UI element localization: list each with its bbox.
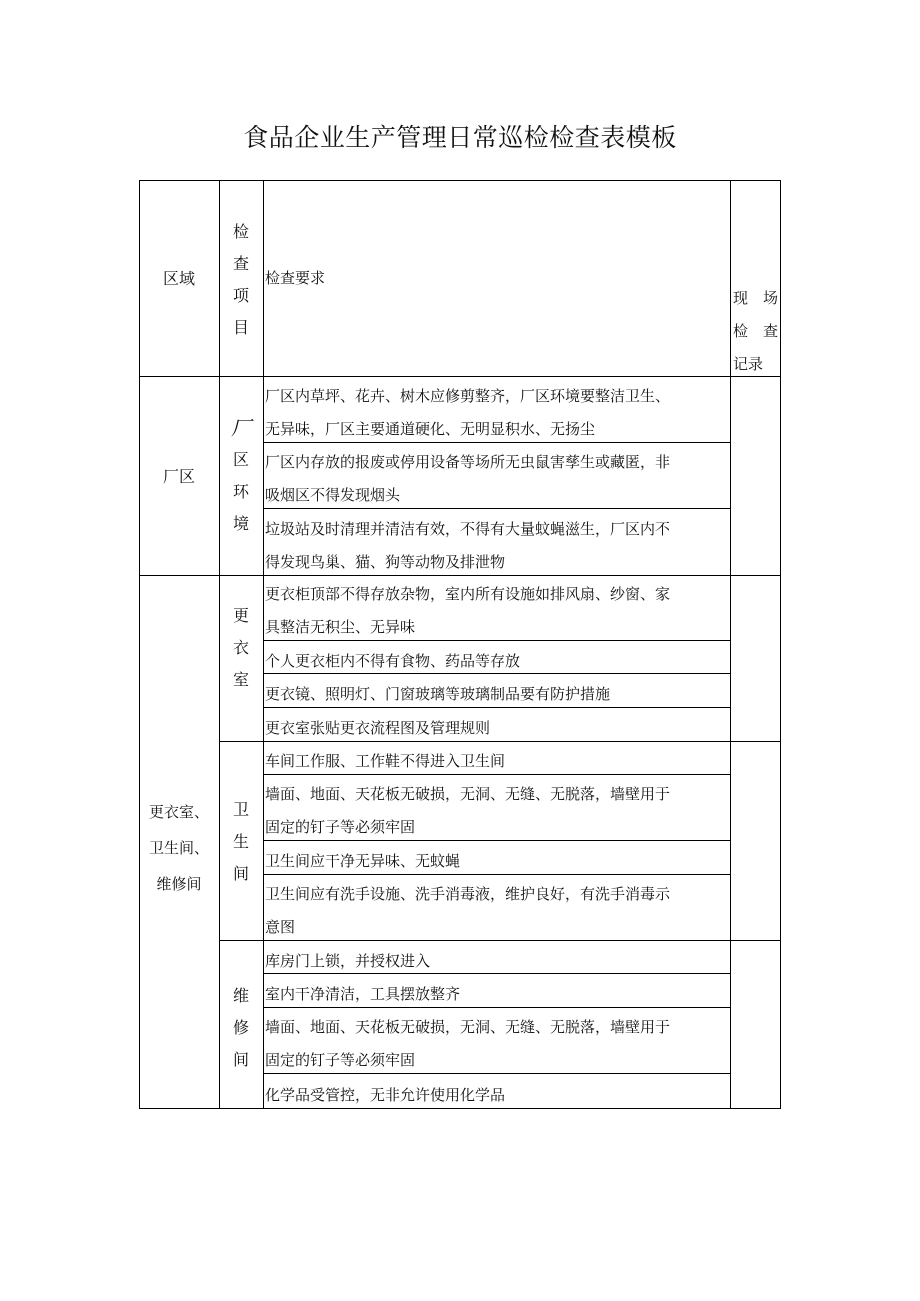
item-char: 更 bbox=[232, 606, 249, 625]
requirement-text: 厂区内草坪、花卉、树木应修剪整齐，厂区环境要整洁卫生、 bbox=[265, 387, 671, 405]
item-char: 生 bbox=[232, 832, 249, 851]
page-title: 食品企业生产管理日常巡检检查表模板 bbox=[243, 123, 677, 152]
area-factory: 厂区 bbox=[162, 467, 195, 486]
inspection-table bbox=[139, 180, 781, 1109]
requirement-text: 室内干净清洁，工具摆放整齐 bbox=[265, 985, 461, 1003]
header-record: 检 查 bbox=[733, 322, 779, 340]
requirement-text: 无异味，厂区主要通道硬化、无明显积水、无扬尘 bbox=[265, 420, 596, 438]
requirement-text: 个人更衣柜内不得有食物、药品等存放 bbox=[265, 652, 521, 670]
item-factory-environment bbox=[219, 412, 263, 540]
requirement-text: 库房门上锁，并授权进入 bbox=[265, 952, 431, 970]
requirement-text: 得发现鸟巢、猫、狗等动物及排泄物 bbox=[265, 553, 506, 571]
area-locker-restroom-repair bbox=[139, 794, 219, 902]
item-char: 室 bbox=[232, 670, 249, 689]
requirement-text: 意图 bbox=[265, 918, 296, 936]
requirement-text: 更衣柜顶部不得存放杂物，室内所有设施如排风扇、纱窗、家 bbox=[265, 585, 671, 603]
requirement-text: 化学品受管控，无非允许使用化学品 bbox=[265, 1086, 506, 1104]
requirement-text: 卫生间应干净无异味、无蚊蝇 bbox=[265, 852, 461, 870]
requirement-text: 墙面、地面、天花板无破损，无洞、无缝、无脱落，墙壁用于 bbox=[265, 1018, 671, 1036]
requirement-text: 更衣镜、照明灯、门窗玻璃等玻璃制品要有防护措施 bbox=[265, 685, 611, 703]
item-char: 境 bbox=[232, 514, 249, 533]
header-area: 区域 bbox=[162, 269, 195, 288]
header-item-char: 查 bbox=[232, 254, 249, 273]
requirement-text: 垃圾站及时清理并清洁有效，不得有大量蚊蝇滋生，厂区内不 bbox=[265, 520, 671, 538]
item-repair-room bbox=[219, 980, 263, 1076]
requirement-text: 具整洁无积尘、无异味 bbox=[265, 618, 416, 636]
item-char: 厂 bbox=[231, 416, 251, 440]
header-item-char: 项 bbox=[232, 286, 249, 305]
requirement-text: 厂区内存放的报废或停用设备等场所无虫鼠害孳生或藏匿，非 bbox=[265, 453, 671, 471]
item-locker-room bbox=[219, 600, 263, 696]
header-requirement: 检查要求 bbox=[265, 269, 326, 287]
requirement-text: 墙面、地面、天花板无破损，无洞、无缝、无脱落，墙壁用于 bbox=[265, 785, 671, 803]
area-line: 更衣室、 bbox=[148, 803, 209, 821]
item-char: 间 bbox=[232, 1050, 249, 1069]
header-item bbox=[219, 216, 263, 344]
item-char: 间 bbox=[232, 864, 249, 883]
requirement-text: 更衣室张贴更衣流程图及管理规则 bbox=[265, 719, 491, 737]
item-char: 区 bbox=[232, 450, 249, 469]
area-line: 维修间 bbox=[156, 875, 202, 893]
header-record: 现 场 bbox=[733, 289, 779, 307]
item-char: 卫 bbox=[232, 800, 249, 819]
requirement-text: 吸烟区不得发现烟头 bbox=[265, 486, 401, 504]
requirement-text: 卫生间应有洗手设施、洗手消毒液，维护良好，有洗手消毒示 bbox=[265, 885, 671, 903]
requirement-text: 车间工作服、工作鞋不得进入卫生间 bbox=[265, 752, 506, 770]
item-restroom bbox=[219, 794, 263, 890]
header-item-char: 目 bbox=[232, 318, 249, 337]
item-char: 维 bbox=[232, 986, 249, 1005]
requirement-text: 固定的钉子等必须牢固 bbox=[265, 1051, 416, 1069]
area-line: 卫生间、 bbox=[148, 839, 209, 857]
header-item-char: 检 bbox=[232, 222, 249, 241]
requirement-text: 固定的钉子等必须牢固 bbox=[265, 818, 416, 836]
header-record: 记录 bbox=[733, 355, 764, 373]
item-char: 衣 bbox=[232, 638, 249, 657]
item-char: 环 bbox=[232, 482, 249, 501]
item-char: 修 bbox=[232, 1018, 249, 1037]
